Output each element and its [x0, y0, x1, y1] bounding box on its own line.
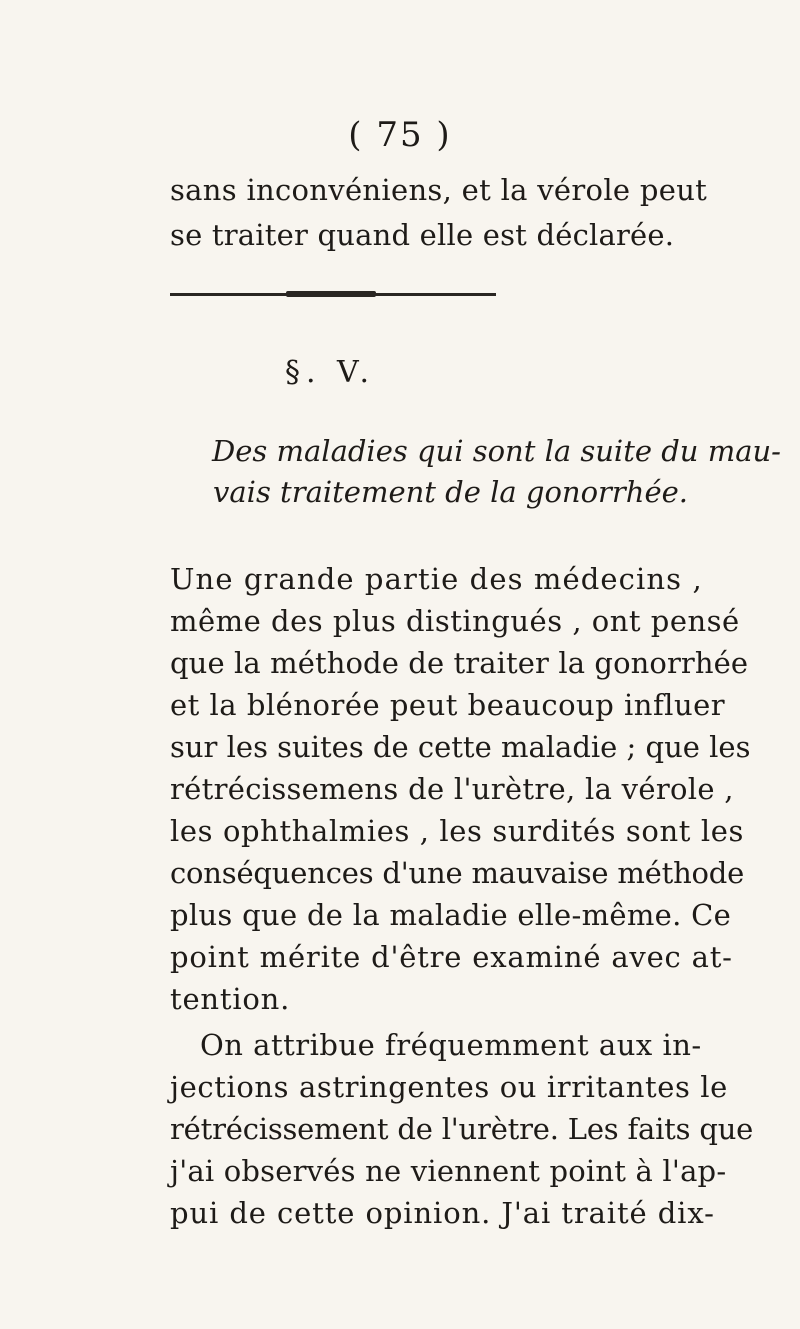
page-number: ( 75 ) — [348, 115, 452, 155]
body-line: On attribue fréquemment aux in- — [200, 1028, 702, 1062]
body-line: rétrécissemens de l'urètre, la vérole , — [170, 772, 734, 806]
body-line: même des plus distingués , ont pensé — [170, 604, 740, 638]
body-line: tention. — [170, 982, 291, 1016]
body-line: sur les suites de cette maladie ; que les — [170, 730, 751, 764]
body-line: point mérite d'être examiné avec at- — [170, 940, 733, 974]
body-line: les ophthalmies , les surdités sont les — [170, 814, 744, 848]
section-title-line-1: Des maladies qui sont la suite du mau- — [212, 434, 781, 468]
body-line: conséquences d'une mauvaise méthode — [170, 856, 745, 890]
body-line: rétrécissement de l'urètre. Les faits que — [170, 1112, 754, 1146]
body-line: pui de cette opinion. J'ai traité dix- — [170, 1196, 715, 1230]
body-line: et la blénorée peut beaucoup influer — [170, 688, 726, 722]
intro-line-1: sans inconvéniens, et la vérole peut — [170, 173, 708, 207]
body-line: Une grande partie des médecins , — [170, 562, 703, 596]
section-number: §. V. — [284, 355, 376, 390]
section-divider-ornament — [286, 291, 376, 297]
body-line: jections astringentes ou irritantes le — [170, 1070, 728, 1104]
body-line: j'ai observés ne viennent point à l'ap- — [170, 1154, 727, 1188]
intro-line-2: se traiter quand elle est déclarée. — [170, 218, 675, 252]
body-line: plus que de la maladie elle-même. Ce — [170, 898, 732, 932]
body-line: que la méthode de traiter la gonorrhée — [170, 646, 749, 680]
section-title-line-2: vais traitement de la gonorrhée. — [213, 475, 688, 509]
